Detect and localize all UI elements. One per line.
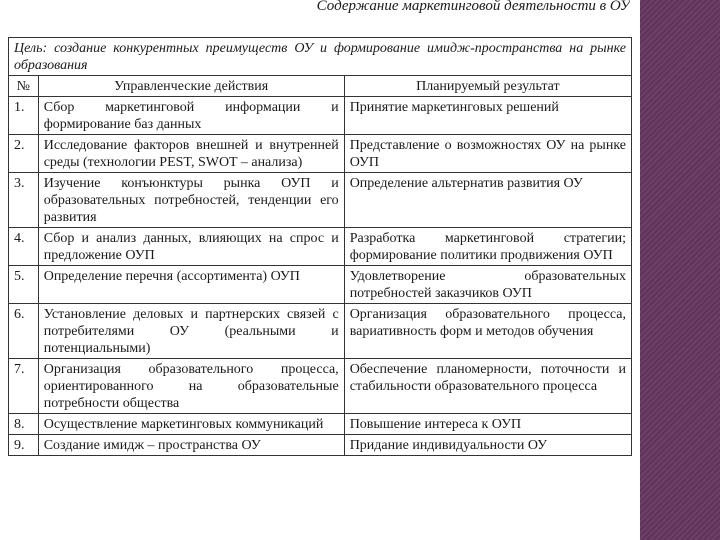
document-title: Содержание маркетинговой деятельности в ОУ (316, 0, 630, 14)
row-result: Удовлетворение образовательных потребностей заказчиков ОУП (344, 266, 631, 304)
row-action: Создание имидж – пространства ОУ (38, 435, 344, 456)
row-action: Изучение конъюнктуры рынка ОУП и образовательных потребностей, тенденции его развития (38, 173, 344, 228)
table-row (9, 359, 632, 414)
goal-label: Цель: (14, 41, 48, 56)
row-action: Сбор и анализ данных, влияющих на спрос и предложение ОУП (38, 228, 344, 266)
table-row (9, 97, 632, 135)
row-number: 6. (9, 304, 39, 359)
header-actions: Управленческие действия (38, 76, 344, 97)
row-action: Определение перечня (ассортимента) ОУП (38, 266, 344, 304)
row-result: Повышение интереса к ОУП (344, 414, 631, 435)
row-number: 3. (9, 173, 39, 228)
row-number: 1. (9, 97, 39, 135)
decorative-side-band (640, 0, 720, 540)
content-table-sheet (8, 37, 632, 456)
row-result: Разработка маркетинговой стратегии; формирование политики продвижения ОУП (344, 228, 631, 266)
table-row (9, 266, 632, 304)
goal-cell (9, 38, 632, 76)
table-row (9, 435, 632, 456)
row-result: Обеспечение планомерности, поточности и стабильности образовательного процесса (344, 359, 631, 414)
table-row (9, 228, 632, 266)
row-number: 2. (9, 135, 39, 173)
goal-text: создание конкурентных преимуществ ОУ и формирование имидж-пространства на рынке образования (14, 41, 627, 73)
row-number: 5. (9, 266, 39, 304)
header-number: № (9, 76, 39, 97)
row-action: Осуществление маркетинговых коммуникаций (38, 414, 344, 435)
row-number: 8. (9, 414, 39, 435)
table-row (9, 304, 632, 359)
row-action: Сбор маркетинговой информации и формирование баз данных (38, 97, 344, 135)
row-result: Организация образовательного процесса, вариативность форм и методов обучения (344, 304, 631, 359)
row-result: Придание индивидуальности ОУ (344, 435, 631, 456)
header-result: Планируемый результат (344, 76, 631, 97)
row-number: 9. (9, 435, 39, 456)
row-number: 7. (9, 359, 39, 414)
row-number: 4. (9, 228, 39, 266)
header-row (9, 76, 632, 97)
row-action: Организация образовательного процесса, ориентированного на образовательные потребности общества (38, 359, 344, 414)
row-result: Принятие маркетинговых решений (344, 97, 631, 135)
goal-row (9, 38, 632, 76)
row-action: Установление деловых и партнерских связей с потребителями ОУ (реальными и потенциальными) (38, 304, 344, 359)
row-result: Представление о возможностях ОУ на рынке ОУП (344, 135, 631, 173)
row-action: Исследование факторов внешней и внутренней среды (технологии PEST, SWOT – анализа) (38, 135, 344, 173)
table-row (9, 414, 632, 435)
table-row (9, 135, 632, 173)
row-result: Определение альтернатив развития ОУ (344, 173, 631, 228)
marketing-activity-table (8, 37, 632, 456)
table-row (9, 173, 632, 228)
